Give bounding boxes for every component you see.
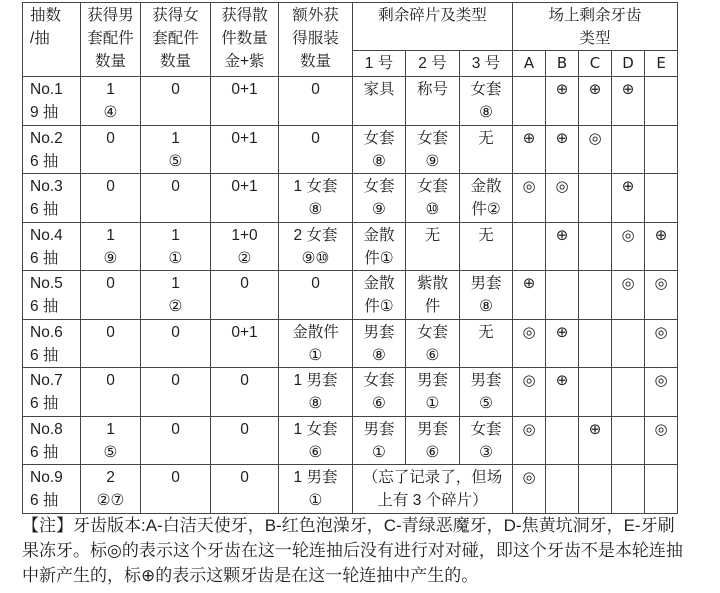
header-fragment-slot-3: 3 号: [460, 51, 513, 77]
header-tooth-c: C: [579, 51, 612, 77]
header-male-parts: 获得男 套配件 数量: [81, 3, 141, 77]
tooth-a-mark: ◎: [513, 416, 546, 465]
tooth-c-mark: [579, 368, 612, 417]
fragment-slot-2: 男套 ⑥: [406, 416, 460, 465]
tooth-d-mark: [612, 319, 645, 368]
loose-parts-count: 0+1: [211, 319, 279, 368]
extra-outfit-count: 1 男套 ⑧: [279, 368, 353, 417]
tooth-b-mark: ⊕: [546, 222, 579, 271]
draw-label: No.9 6 抽: [23, 465, 81, 514]
loose-parts-count: 0: [211, 465, 279, 514]
fragment-slot-3: 金散 件②: [460, 174, 513, 223]
tooth-e-mark: [645, 465, 678, 514]
table-row: [23, 368, 678, 417]
tooth-b-mark: ⊕: [546, 319, 579, 368]
extra-outfit-count: 1 女套 ⑧: [279, 174, 353, 223]
fragment-slot-2: 男套 ①: [406, 368, 460, 417]
table-row: [23, 222, 678, 271]
fragment-slot-3: 男套 ⑤: [460, 368, 513, 417]
extra-outfit-count: 0: [279, 125, 353, 174]
tooth-a-mark: ◎: [513, 174, 546, 223]
table-row: [23, 416, 678, 465]
tooth-e-mark: ⊕: [645, 222, 678, 271]
loose-parts-count: 0+1: [211, 125, 279, 174]
tooth-c-mark: ⊕: [579, 416, 612, 465]
female-parts-count: 0: [141, 465, 211, 514]
table-row: [23, 125, 678, 174]
loose-parts-count: 0+1: [211, 174, 279, 223]
extra-outfit-count: 1 女套 ⑥: [279, 416, 353, 465]
male-parts-count: 0: [81, 368, 141, 417]
tooth-a-mark: ⊕: [513, 125, 546, 174]
tooth-b-mark: [546, 465, 579, 514]
tooth-d-mark: ◎: [612, 271, 645, 320]
tooth-c-mark: [579, 222, 612, 271]
draw-label: No.4 6 抽: [23, 222, 81, 271]
tooth-e-mark: [645, 174, 678, 223]
fragment-slot-2: 紫散 件: [406, 271, 460, 320]
tooth-c-mark: [579, 174, 612, 223]
tooth-e-mark: ◎: [645, 368, 678, 417]
tooth-e-mark: ◎: [645, 319, 678, 368]
fragment-missing-note: （忘了记录了，但场 上有 3 个碎片）: [353, 465, 513, 514]
table-row: [23, 465, 678, 514]
female-parts-count: 0: [141, 77, 211, 126]
fragment-slot-3: 女套 ⑧: [460, 77, 513, 126]
header-teeth: 场上剩余牙齿 类型: [513, 3, 678, 51]
tooth-d-mark: ⊕: [612, 174, 645, 223]
tooth-d-mark: [612, 416, 645, 465]
tooth-b-mark: ⊕: [546, 125, 579, 174]
header-fragment-slot-2: 2 号: [406, 51, 460, 77]
tooth-c-mark: ⊕: [579, 77, 612, 126]
header-loose-parts: 获得散 件数量 金+紫: [211, 3, 279, 77]
extra-outfit-count: 0: [279, 77, 353, 126]
tooth-b-mark: ⊕: [546, 368, 579, 417]
tooth-d-mark: ⊕: [612, 77, 645, 126]
male-parts-count: 1 ⑤: [81, 416, 141, 465]
header-tooth-e: E: [645, 51, 678, 77]
header-tooth-a: A: [513, 51, 546, 77]
loose-parts-count: 0: [211, 416, 279, 465]
female-parts-count: 0: [141, 174, 211, 223]
fragment-slot-1: 女套 ⑧: [353, 125, 406, 174]
fragment-slot-1: 金散 件①: [353, 271, 406, 320]
female-parts-count: 0: [141, 368, 211, 417]
fragment-slot-2: 无: [406, 222, 460, 271]
fragment-slot-1: 男套 ⑧: [353, 319, 406, 368]
fragment-slot-1: 家具: [353, 77, 406, 126]
footnote-text: 【注】牙齿版本:A-白洁天使牙，B-红色泡澡牙，C-青绿恶魔牙，D-焦黄坑洞牙，E-牙刷 果冻牙。标◎的表示这个牙齿在这一轮连抽后没有进行对对碰，即这个牙齿不是本轮连抽 中新产生的，标⊕的表示这颗牙齿是在这一轮连抽中产生的。: [22, 516, 683, 585]
fragment-slot-2: 女套 ⑨: [406, 125, 460, 174]
male-parts-count: 0: [81, 319, 141, 368]
header-fragments: 剩余碎片及类型: [353, 3, 513, 51]
tooth-a-mark: ⊕: [513, 271, 546, 320]
draw-label: No.8 6 抽: [23, 416, 81, 465]
fragment-slot-3: 无: [460, 125, 513, 174]
draw-record-table-container: [22, 2, 678, 514]
header-female-parts: 获得女 套配件 数量: [141, 3, 211, 77]
tooth-c-mark: [579, 465, 612, 514]
draw-label: No.1 9 抽: [23, 77, 81, 126]
draw-label: No.6 6 抽: [23, 319, 81, 368]
female-parts-count: 1 ⑤: [141, 125, 211, 174]
tooth-d-mark: [612, 368, 645, 417]
table-row: [23, 271, 678, 320]
female-parts-count: 0: [141, 416, 211, 465]
draw-label: No.5 6 抽: [23, 271, 81, 320]
fragment-slot-3: 无: [460, 222, 513, 271]
fragment-slot-2: 女套 ⑩: [406, 174, 460, 223]
tooth-d-mark: [612, 465, 645, 514]
extra-outfit-count: 金散件 ①: [279, 319, 353, 368]
tooth-c-mark: [579, 271, 612, 320]
female-parts-count: 0: [141, 319, 211, 368]
tooth-e-mark: ◎: [645, 271, 678, 320]
draw-label: No.2 6 抽: [23, 125, 81, 174]
tooth-b-mark: ◎: [546, 174, 579, 223]
loose-parts-count: 0+1: [211, 77, 279, 126]
female-parts-count: 1 ①: [141, 222, 211, 271]
loose-parts-count: 0: [211, 271, 279, 320]
tooth-a-mark: [513, 222, 546, 271]
tooth-e-mark: [645, 77, 678, 126]
draw-label: No.7 6 抽: [23, 368, 81, 417]
tooth-b-mark: ⊕: [546, 77, 579, 126]
fragment-slot-2: 称号: [406, 77, 460, 126]
female-parts-count: 1 ②: [141, 271, 211, 320]
fragment-slot-1: 女套 ⑨: [353, 174, 406, 223]
extra-outfit-count: 1 男套 ①: [279, 465, 353, 514]
tooth-b-mark: [546, 271, 579, 320]
tooth-e-mark: [645, 125, 678, 174]
table-row: [23, 77, 678, 126]
table-row: [23, 174, 678, 223]
table-row: [23, 319, 678, 368]
male-parts-count: 0: [81, 271, 141, 320]
male-parts-count: 1 ④: [81, 77, 141, 126]
tooth-e-mark: ◎: [645, 416, 678, 465]
header-extra-outfits: 额外获 得服装 数量: [279, 3, 353, 77]
fragment-slot-3: 无: [460, 319, 513, 368]
tooth-a-mark: ◎: [513, 368, 546, 417]
tooth-a-mark: ◎: [513, 319, 546, 368]
header-tooth-b: B: [546, 51, 579, 77]
extra-outfit-count: 2 女套 ⑨⑩: [279, 222, 353, 271]
tooth-b-mark: [546, 416, 579, 465]
draw-label: No.3 6 抽: [23, 174, 81, 223]
extra-outfit-count: 0: [279, 271, 353, 320]
fragment-slot-1: 女套 ⑥: [353, 368, 406, 417]
male-parts-count: 0: [81, 174, 141, 223]
fragment-slot-3: 男套 ⑧: [460, 271, 513, 320]
loose-parts-count: 0: [211, 368, 279, 417]
fragment-slot-3: 女套 ③: [460, 416, 513, 465]
tooth-a-mark: [513, 77, 546, 126]
male-parts-count: 0: [81, 125, 141, 174]
fragment-slot-1: 金散 件①: [353, 222, 406, 271]
tooth-d-mark: ◎: [612, 222, 645, 271]
header-fragment-slot-1: 1 号: [353, 51, 406, 77]
tooth-d-mark: [612, 125, 645, 174]
header-draw-count: 抽数 /抽: [23, 3, 81, 77]
fragment-slot-1: 男套 ①: [353, 416, 406, 465]
tooth-a-mark: ◎: [513, 465, 546, 514]
male-parts-count: 2 ②⑦: [81, 465, 141, 514]
tooth-c-mark: ◎: [579, 125, 612, 174]
loose-parts-count: 1+0 ②: [211, 222, 279, 271]
tooth-c-mark: [579, 319, 612, 368]
fragment-slot-2: 女套 ⑥: [406, 319, 460, 368]
header-tooth-d: D: [612, 51, 645, 77]
draw-record-table: [22, 2, 678, 514]
header-row: [23, 3, 678, 51]
male-parts-count: 1 ⑨: [81, 222, 141, 271]
